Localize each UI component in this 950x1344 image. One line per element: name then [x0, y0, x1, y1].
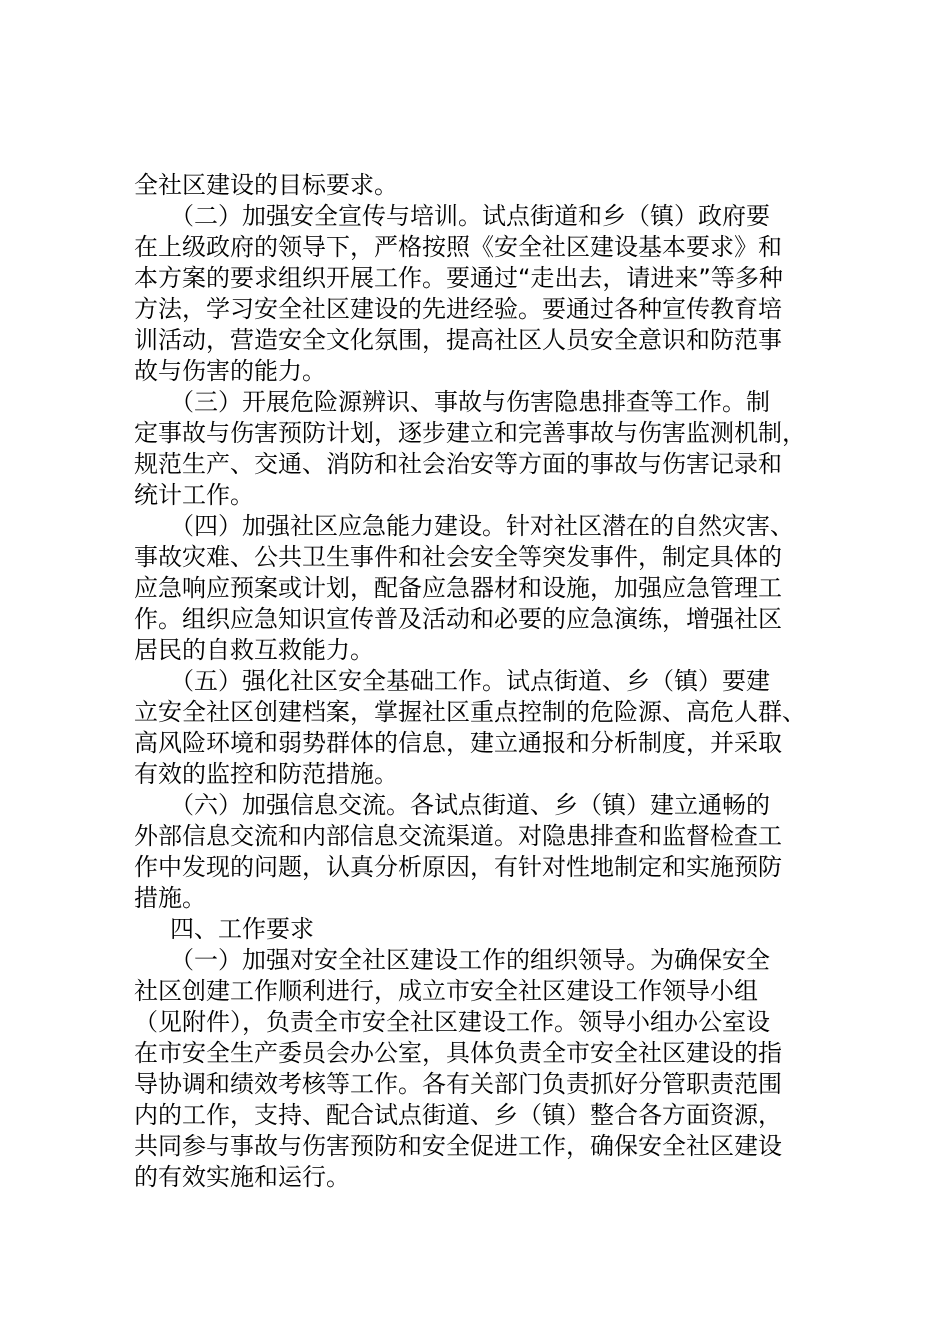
text-line: 故与伤害的能力。 [134, 357, 326, 385]
text-line: （四）加强社区应急能力建设。针对社区潜在的自然灾害、 [170, 512, 794, 540]
text-line: 措施。 [134, 884, 206, 912]
text-line: 居民的自救互救能力。 [134, 636, 374, 664]
document-body [134, 170, 834, 1193]
text-line: 定事故与伤害预防计划，逐步建立和完善事故与伤害监测机制， [134, 419, 806, 447]
text-line: 在上级政府的领导下，严格按照《安全社区建设基本要求》和 [134, 233, 782, 261]
text-line: 全社区建设的目标要求。 [134, 171, 398, 199]
text-line: 在市安全生产委员会办公室，具体负责全市安全社区建设的指 [134, 1039, 782, 1067]
text-line: 方法，学习安全社区建设的先进经验。要通过各种宣传教育培 [134, 295, 782, 323]
text-line: 外部信息交流和内部信息交流渠道。对隐患排查和监督检查工 [134, 822, 782, 850]
text-line: （五）强化社区安全基础工作。试点街道、乡（镇）要建 [170, 667, 770, 695]
text-line: 应急响应预案或计划，配备应急器材和设施，加强应急管理工 [134, 574, 782, 602]
text-line: （二）加强安全宣传与培训。试点街道和乡（镇）政府要 [170, 202, 770, 230]
text-line: 导协调和绩效考核等工作。各有关部门负责抓好分管职责范围 [134, 1070, 782, 1098]
text-line: 规范生产、交通、消防和社会治安等方面的事故与伤害记录和 [134, 450, 782, 478]
text-line: （见附件），负责全市安全社区建设工作。领导小组办公室设 [134, 1008, 770, 1036]
text-line: 本方案的要求组织开展工作。要通过“走出去，请进来”等多种 [134, 264, 783, 292]
text-line: 事故灾难、公共卫生事件和社会安全等突发事件，制定具体的 [134, 543, 782, 571]
text-line: 共同参与事故与伤害预防和安全促进工作，确保安全社区建设 [134, 1132, 782, 1160]
text-line: 社区创建工作顺利进行，成立市安全社区建设工作领导小组 [134, 977, 758, 1005]
text-line: （六）加强信息交流。各试点街道、乡（镇）建立通畅的 [170, 791, 770, 819]
text-line: 立安全社区创建档案，掌握社区重点控制的危险源、高危人群、 [134, 698, 806, 726]
text-line: 的有效实施和运行。 [134, 1163, 350, 1191]
text-line: 作中发现的问题，认真分析原因，有针对性地制定和实施预防 [134, 853, 782, 881]
text-line: 内的工作，支持、配合试点街道、乡（镇）整合各方面资源， [134, 1101, 782, 1129]
text-line: （三）开展危险源辨识、事故与伤害隐患排查等工作。制 [170, 388, 770, 416]
text-line: （一）加强对安全社区建设工作的组织领导。为确保安全 [170, 946, 770, 974]
text-line: 四、工作要求 [170, 915, 314, 943]
text-line: 高风险环境和弱势群体的信息，建立通报和分析制度，并采取 [134, 729, 782, 757]
text-line: 统计工作。 [134, 481, 254, 509]
text-line: 训活动，营造安全文化氛围，提高社区人员安全意识和防范事 [134, 326, 782, 354]
text-line: 作。组织应急知识宣传普及活动和必要的应急演练，增强社区 [134, 605, 782, 633]
text-line: 有效的监控和防范措施。 [134, 760, 398, 788]
